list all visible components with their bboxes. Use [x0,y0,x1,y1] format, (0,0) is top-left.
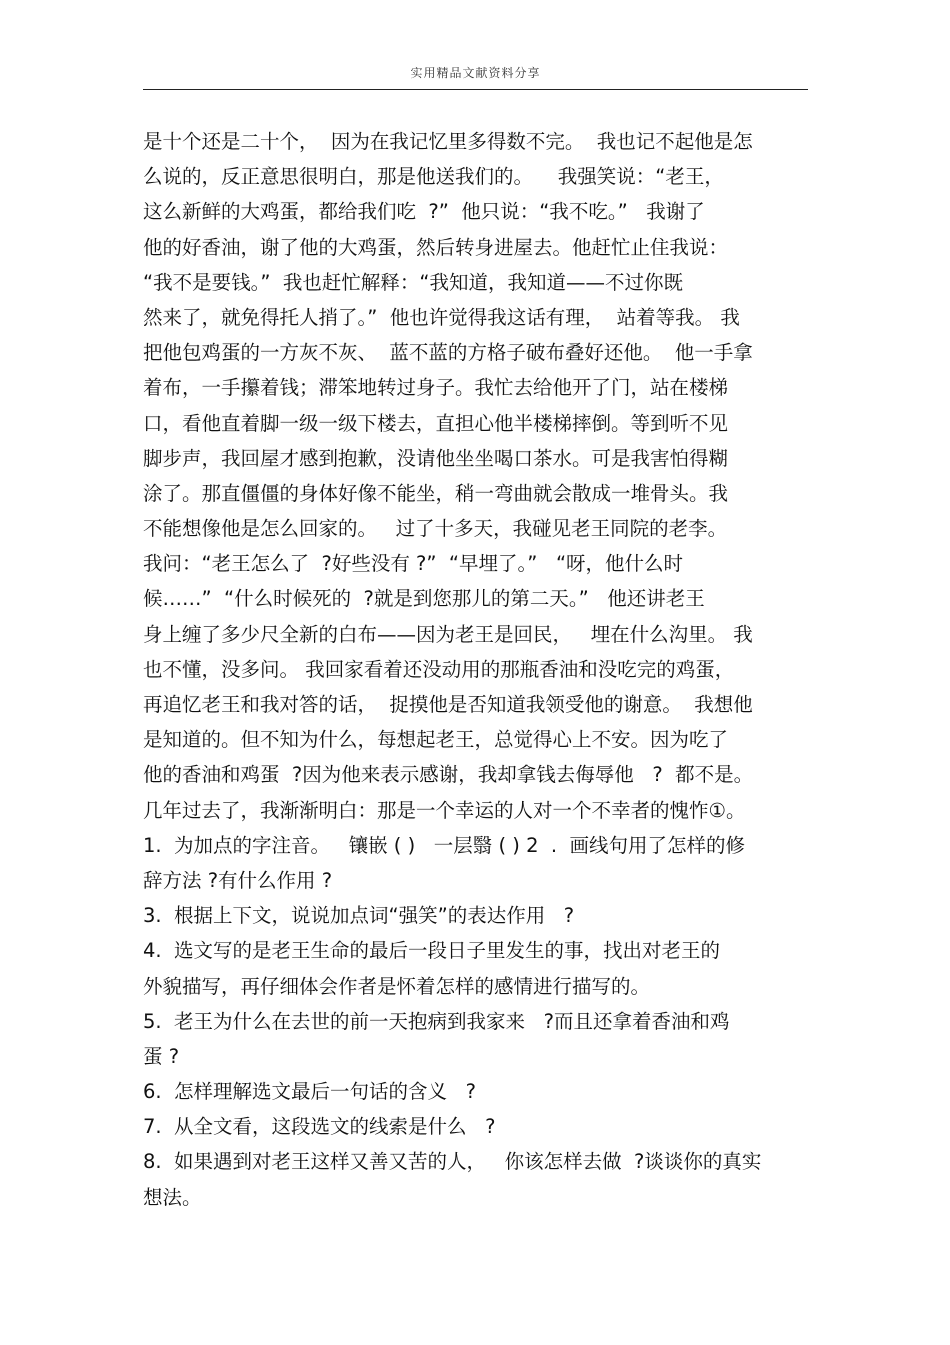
question-line: 1. 为加点的字注音。 镶嵌 ( ) 一层翳 ( ) 2 . 画线句用了怎样的修 [143,833,746,857]
text-line: 口，看他直着脚一级一级下楼去，直担心他半楼梯摔倒。等到听不见 [143,411,729,435]
text-line: 是知道的。但不知为什么，每想起老王，总觉得心上不安。因为吃了 [143,728,729,752]
text-line: 再追忆老王和我对答的话， 捉摸他是否知道我领受他的谢意。 我想他 [143,693,753,716]
text-line: 我问：“老王怎么了 ?好些没有 ?” “早埋了。” “呀，他什么时 [143,552,684,576]
text-line: 是十个还是二十个， 因为在我记忆里多得数不完。 我也记不起他是怎 [143,130,753,153]
question-line: 6. 怎样理解选文最后一句话的含义 ? [143,1080,476,1104]
text-line: 候……” “什么时候死的 ?就是到您那儿的第二天。” 他还讲老王 [143,587,705,611]
question-line: 3. 根据上下文，说说加点词“强笑”的表达作用 ? [143,904,575,928]
page-header [143,64,808,81]
question-line: 4. 选文写的是老王生命的最后一段日子里发生的事，找出对老王的 [143,939,721,963]
text-line: 着布，一手攥着钱；滞笨地转过身子。我忙去给他开了门，站在楼梯 [143,376,729,400]
question-line: 7. 从全文看，这段选文的线索是什么 ? [143,1115,496,1139]
question-line: 外貌描写，再仔细体会作者是怀着怎样的感情进行描写的。 [143,974,651,998]
question-line: 蛋 ? [143,1044,180,1068]
text-line: “我不是要钱。” 我也赶忙解释：“我知道，我知道——不过你既 [143,270,683,294]
question-line: 5. 老王为什么在去世的前一天抱病到我家来 ?而且还拿着香油和鸡 [143,1009,730,1033]
text-line: 这么新鲜的大鸡蛋，都给我们吃 ?” 他只说：“我不吃。” 我谢了 [143,200,705,224]
text-line: 他的好香油，谢了他的大鸡蛋，然后转身进屋去。他赶忙止住我说： [143,235,729,259]
text-line: 几年过去了，我渐渐明白：那是一个幸运的人对一个不幸者的愧怍①。 [143,798,746,822]
question-line: 辞方法 ?有什么作用 ? [143,868,333,892]
question-line: 想法。 [143,1185,202,1209]
document-body [143,124,813,1215]
text-line: 身上缠了多少尺全新的白布——因为老王是回民， 埋在什么沟里。 我 [143,622,753,646]
text-line: 脚步声，我回屋才感到抱歉，没请他坐坐喝口茶水。可是我害怕得糊 [143,446,729,470]
text-line: 也不懂，没多问。 我回家看着还没动用的那瓶香油和没吃完的鸡蛋， [143,657,735,681]
text-line: 涂了。那直僵僵的身体好像不能坐，稍一弯曲就会散成一堆骨头。我 [143,481,729,505]
question-line: 8. 如果遇到对老王这样又善又苦的人， 你该怎样去做 ?谈谈你的真实 [143,1150,762,1174]
text-line: 把他包鸡蛋的一方灰不灰、 蓝不蓝的方格子破布叠好还他。 他一手拿 [143,341,753,365]
text-line: 然来了，就免得托人捎了。” 他也许觉得我这话有理， 站着等我。 我 [143,305,740,329]
text-line: 他的香油和鸡蛋 ?因为他来表示感谢，我却拿钱去侮辱他 ? 都不是。 [143,763,754,787]
text-line: 不能想像他是怎么回家的。 过了十多天，我碰见老王同院的老李。 [143,517,728,541]
text-line: 么说的，反正意思很明白，那是他送我们的。 我强笑说：“老王， [143,165,724,189]
header-divider [143,89,808,90]
header-title: 实用精品文献资料分享 [410,66,541,80]
